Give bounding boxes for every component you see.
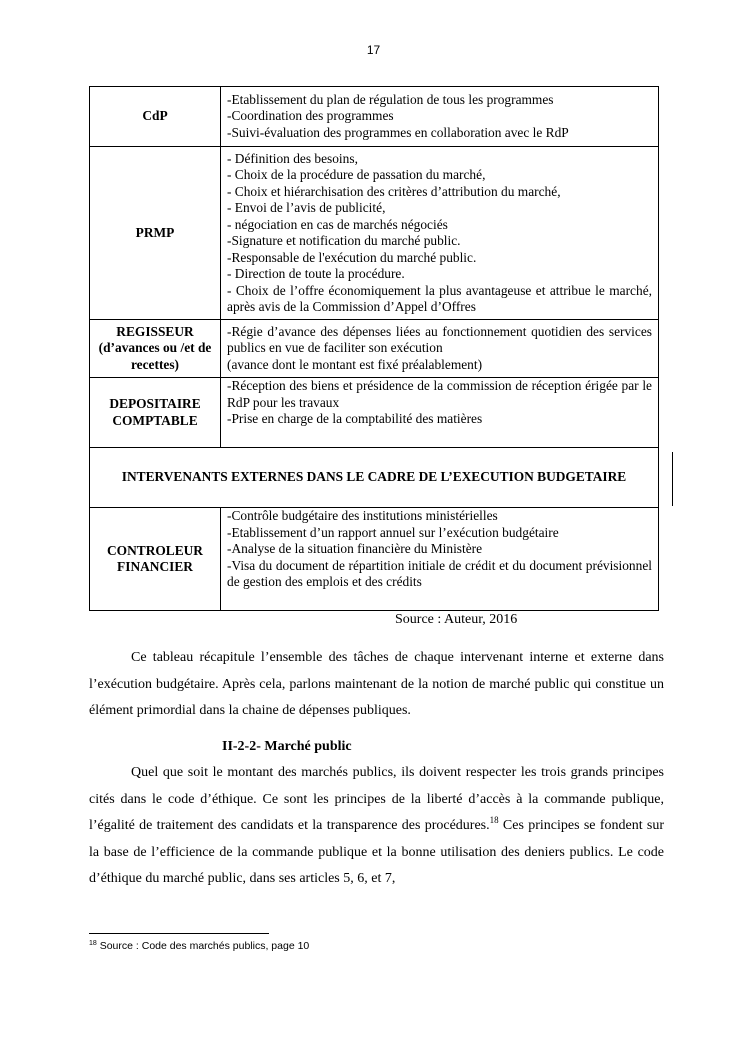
task-line: - négociation en cas de marchés négociés [227,216,448,232]
section-heading: II-2-2- Marché public [222,739,352,754]
paragraph-text: Quel que soit le montant des marchés publics, ils doivent respecter les trois grands principes cités dans le code d’éthique. Ce sont les principes de la liberté d’accès à la commande publique, l’égalité de traitement des candidats et la transparence des procédures. [89,765,664,833]
footnote-divider [89,933,269,934]
task-line: - Choix de l’offre économiquement la plus avantageuse et attribue le marché, après avis de la Commission d’Appel d’Offres [227,282,652,314]
roles-table [89,86,659,611]
task-line: -Visa du document de répartition initiale de crédit et du document prévisionnel de gestion des emplois et des crédits [227,557,652,589]
task-line: -Responsable de l'exécution du marché public. [227,249,477,265]
paragraph-text: Ces principes se fondent sur la base de l’efficience de la commande publique et la bonne utilisation des deniers publics. Le code d’éthique du marché public, dans ses articles 5, 6, et 7, [89,818,665,886]
external-section-header: INTERVENANTS EXTERNES DANS LE CADRE DE L’EXECUTION BUDGETAIRE [90,448,659,508]
tasks-cell [221,147,659,320]
paragraph [89,760,664,893]
role-cell: DEPOSITAIRE COMPTABLE [90,378,221,448]
table-row [90,508,659,611]
task-line: -Réception des biens et présidence de la commission de réception érigée par le RdP pour les travaux [227,378,652,410]
role-cell: REGISSEUR (d’avances ou /et de recettes) [90,320,221,378]
table-row [90,87,659,147]
tasks-cell [221,508,659,611]
task-line: -Signature et notification du marché public. [227,233,461,248]
task-line: - Direction de toute la procédure. [227,266,405,281]
task-line: -Etablissement du plan de régulation de tous les programmes [227,91,554,107]
task-line: - Choix et hiérarchisation des critères d’attribution du marché, [227,183,561,199]
task-line: -Prise en charge de la comptabilité des matières [227,411,483,426]
paragraph [89,645,664,725]
task-line: - Envoi de l’avis de publicité, [227,200,386,215]
tasks-cell [221,320,659,378]
footnote-text: Source : Code des marchés publics, page 10 [96,940,310,952]
task-line: - Choix de la procédure de passation du marché, [227,167,486,182]
table-row [90,147,659,320]
task-line: -Coordination des programmes [227,108,394,124]
role-cell: PRMP [90,147,221,320]
role-cell: CdP [90,87,221,147]
footnote-number: 18 [89,940,97,947]
tasks-cell [221,378,659,448]
table-source: Source : Auteur, 2016 [395,612,518,627]
tasks-cell [221,87,659,147]
table-row [90,448,659,508]
page-number: 17 [366,43,381,57]
footnote-ref: 18 [489,815,499,825]
paragraph-text: Ce tableau récapitule l’ensemble des tâches de chaque intervenant interne et externe dans l’exécution budgétaire. Après cela, parlons maintenant de la notion de marché public qui constitue un élément primordial dans la chaine de dépenses publiques. [89,650,664,718]
task-line: - Définition des besoins, [227,150,358,166]
task-line: -Analyse de la situation financière du Ministère [227,541,483,556]
task-line: -Régie d’avance des dépenses liées au fonctionnement quotidien des services publics en vue de faciliter son exécution [227,323,652,356]
task-line: -Etablissement d’un rapport annuel sur l’exécution budgétaire [227,524,559,540]
task-line: (avance dont le montant est fixé préalablement) [227,356,483,372]
table-row [90,378,659,448]
task-line: -Suivi-évaluation des programmes en collaboration avec le RdP [227,124,569,140]
task-line: -Contrôle budgétaire des institutions ministérielles [227,508,498,523]
margin-bar [672,452,673,506]
role-cell: CONTROLEUR FINANCIER [90,508,221,611]
footnote [89,940,309,952]
table-row [90,320,659,378]
